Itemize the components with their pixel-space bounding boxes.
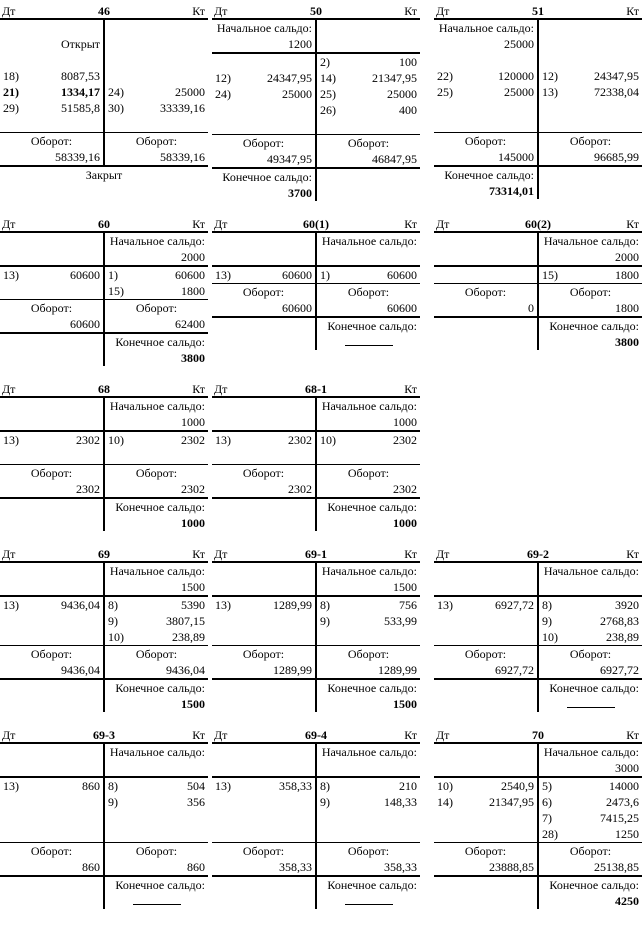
entry-amount: 238,89 <box>606 630 639 644</box>
account-60 <box>0 215 208 366</box>
turnover-label: Оборот: <box>212 135 317 151</box>
entry-amount: 358,33 <box>279 779 312 793</box>
entry-amount: 3807,15 <box>166 614 205 628</box>
entry-amount: 120000 <box>498 69 534 83</box>
account-number: 69 <box>98 547 110 561</box>
opening-balance: 2000 <box>181 250 205 264</box>
entry-ref: 13) <box>215 598 231 612</box>
entry-ref: 30) <box>108 101 124 115</box>
account-70 <box>434 726 642 909</box>
opening-balance-label: Начальное сальдо: <box>321 399 417 413</box>
turnover-label: Оборот: <box>0 465 105 481</box>
turnover-label: Оборот: <box>212 646 317 662</box>
debit-label: Дт <box>2 217 16 231</box>
credit-turnover: 60600 <box>387 301 417 315</box>
opening-balance: 1500 <box>393 580 417 594</box>
account-50 <box>212 2 420 201</box>
opening-balance: 2000 <box>615 250 639 264</box>
entry-amount: 21347,95 <box>489 795 534 809</box>
entry-ref: 9) <box>108 795 118 809</box>
opening-balance-label: Начальное сальдо: <box>109 234 205 248</box>
entry-amount: 33339,16 <box>160 101 205 115</box>
entry-amount: 6927,72 <box>495 598 534 612</box>
closing-balance-label: Конечное сальдо: <box>327 878 417 892</box>
debit-turnover: 60600 <box>212 300 317 316</box>
entry-ref: 13) <box>437 598 453 612</box>
debit-label: Дт <box>2 728 16 742</box>
entry-ref: 10) <box>108 433 124 447</box>
turnover-label: Оборот: <box>569 134 612 148</box>
entry-ref: 1) <box>320 268 330 282</box>
entry-ref: 13) <box>215 268 231 282</box>
closing-balance-label: Конечное сальдо: <box>115 335 205 349</box>
entry-amount: 60600 <box>282 268 312 282</box>
credit-label: Кт <box>404 217 417 231</box>
entry-ref: 10) <box>108 630 124 644</box>
account-69-3 <box>0 726 208 909</box>
closed-label: Закрыт <box>85 168 123 182</box>
credit-turnover: 9436,04 <box>166 663 205 677</box>
debit-label: Дт <box>2 547 16 561</box>
opening-balance-label: Начальное сальдо: <box>321 745 417 759</box>
entry-ref: 13) <box>215 433 231 447</box>
closing-balance-blank <box>345 335 393 346</box>
turnover-label: Оборот: <box>135 301 178 315</box>
credit-turnover: 46847,95 <box>372 152 417 166</box>
account-number: 60 <box>98 217 110 231</box>
turnover-label: Оборот: <box>434 284 539 300</box>
entry-ref: 8) <box>542 598 552 612</box>
entry-ref: 9) <box>320 795 330 809</box>
entry-amount: 356 <box>187 795 205 809</box>
closing-balance: 1500 <box>181 697 205 711</box>
entry-amount: 2302 <box>288 433 312 447</box>
debit-turnover: 6927,72 <box>434 662 539 678</box>
entry-amount: 2473,6 <box>606 795 639 809</box>
entry-ref: 25) <box>320 87 336 101</box>
debit-label: Дт <box>436 728 450 742</box>
entry-ref: 5) <box>542 779 552 793</box>
account-69-4 <box>212 726 420 909</box>
opening-balance-label: Начальное сальдо: <box>321 234 417 248</box>
entry-ref: 12) <box>215 71 231 85</box>
closing-balance: 1000 <box>181 516 205 530</box>
turnover-label: Оборот: <box>569 647 612 661</box>
entry-ref: 21) <box>3 85 19 99</box>
turnover-label: Оборот: <box>0 300 105 316</box>
account-number: 60(2) <box>525 217 551 231</box>
account-68-1 <box>212 380 420 531</box>
entry-ref: 8) <box>108 779 118 793</box>
entry-ref: 13) <box>3 779 19 793</box>
entry-ref: 8) <box>320 779 330 793</box>
turnover-label: Оборот: <box>434 646 539 662</box>
entry-amount: 9436,04 <box>61 598 100 612</box>
entry-ref: 1) <box>108 268 118 282</box>
credit-turnover: 1800 <box>615 301 639 315</box>
entry-ref: 8) <box>320 598 330 612</box>
closing-balance-label: Конечное сальдо: <box>327 319 417 333</box>
account-number: 69-2 <box>527 547 549 561</box>
opening-balance-label: Начальное сальдо: <box>434 20 539 36</box>
entry-amount: 8087,53 <box>61 69 100 83</box>
closing-balance: 3800 <box>615 335 639 349</box>
debit-label: Дт <box>436 217 450 231</box>
credit-label: Кт <box>192 728 205 742</box>
credit-label: Кт <box>626 4 639 18</box>
debit-turnover: 49347,95 <box>212 151 317 167</box>
entry-ref: 25) <box>437 85 453 99</box>
credit-turnover: 96685,99 <box>594 150 639 164</box>
turnover-label: Оборот: <box>0 646 105 662</box>
entry-amount: 60600 <box>387 268 417 282</box>
entry-amount: 25000 <box>175 85 205 99</box>
closing-balance: 73314,01 <box>434 183 539 199</box>
turnover-label: Оборот: <box>347 466 390 480</box>
account-46 <box>0 2 208 199</box>
entry-amount: 148,33 <box>384 795 417 809</box>
entry-ref: 7) <box>542 811 552 825</box>
turnover-label: Оборот: <box>434 843 539 859</box>
account-number: 60(1) <box>303 217 329 231</box>
credit-label: Кт <box>192 4 205 18</box>
entry-amount: 2768,83 <box>600 614 639 628</box>
credit-turnover: 62400 <box>175 317 205 331</box>
turnover-label: Оборот: <box>569 844 612 858</box>
turnover-label: Оборот: <box>135 647 178 661</box>
account-number: 50 <box>310 4 322 18</box>
debit-label: Дт <box>214 4 228 18</box>
account-number: 51 <box>532 4 544 18</box>
turnover-label: Оборот: <box>212 284 317 300</box>
debit-turnover: 60600 <box>0 316 105 332</box>
credit-label: Кт <box>404 4 417 18</box>
entry-ref: 13) <box>3 598 19 612</box>
turnover-label: Оборот: <box>347 285 390 299</box>
credit-turnover: 6927,72 <box>600 663 639 677</box>
entry-amount: 2302 <box>181 433 205 447</box>
opening-balance-label: Начальное сальдо: <box>109 564 205 578</box>
account-number: 69-3 <box>93 728 115 742</box>
entry-ref: 14) <box>320 71 336 85</box>
entry-amount: 3920 <box>615 598 639 612</box>
entry-amount: 24347,95 <box>267 71 312 85</box>
turnover-label: Оборот: <box>347 136 390 150</box>
entry-amount: 504 <box>187 779 205 793</box>
closing-balance-blank <box>567 697 615 708</box>
entry-amount: 60600 <box>175 268 205 282</box>
turnover-label: Оборот: <box>135 466 178 480</box>
entry-ref: 26) <box>320 103 336 117</box>
entry-ref: 15) <box>542 268 558 282</box>
opening-balance-label: Начальное сальдо: <box>212 20 317 36</box>
credit-label: Кт <box>192 382 205 396</box>
opening-balance: 1200 <box>212 36 317 52</box>
credit-turnover: 58339,16 <box>160 150 205 164</box>
opening-balance: 1500 <box>181 580 205 594</box>
entry-amount: 1250 <box>615 827 639 841</box>
credit-label: Кт <box>626 728 639 742</box>
entry-ref: 9) <box>320 614 330 628</box>
closing-balance-blank <box>345 894 393 905</box>
turnover-label: Оборот: <box>347 844 390 858</box>
entry-ref: 18) <box>3 69 19 83</box>
entry-ref: 13) <box>542 85 558 99</box>
entry-amount: 2302 <box>393 433 417 447</box>
turnover-label: Оборот: <box>0 133 105 149</box>
turnover-label: Оборот: <box>135 134 178 148</box>
entry-amount: 24347,95 <box>594 69 639 83</box>
debit-turnover: 1289,99 <box>212 662 317 678</box>
debit-turnover: 0 <box>434 300 539 316</box>
account-number: 70 <box>532 728 544 742</box>
credit-turnover: 358,33 <box>384 860 417 874</box>
entry-amount: 1800 <box>615 268 639 282</box>
entry-ref: 14) <box>437 795 453 809</box>
closing-balance-label: Конечное сальдо: <box>327 681 417 695</box>
credit-label: Кт <box>404 728 417 742</box>
closing-balance-blank <box>133 894 181 905</box>
credit-label: Кт <box>192 217 205 231</box>
entry-amount: 1800 <box>181 284 205 298</box>
turnover-label: Оборот: <box>0 843 105 859</box>
credit-turnover: 2302 <box>393 482 417 496</box>
debit-label: Дт <box>214 382 228 396</box>
entry-amount: 25000 <box>282 87 312 101</box>
closing-balance: 3700 <box>212 185 317 201</box>
account-number: 69-1 <box>305 547 327 561</box>
entry-ref: 28) <box>542 827 558 841</box>
closing-balance-label: Конечное сальдо: <box>115 500 205 514</box>
credit-turnover: 25138,85 <box>594 860 639 874</box>
opening-balance-label: Начальное сальдо: <box>321 564 417 578</box>
entry-ref: 13) <box>215 779 231 793</box>
opening-balance-label: Начальное сальдо: <box>543 745 639 759</box>
turnover-label: Оборот: <box>434 133 539 149</box>
debit-label: Дт <box>2 4 16 18</box>
closing-balance-label: Конечное сальдо: <box>549 319 639 333</box>
entry-ref: 8) <box>108 598 118 612</box>
credit-turnover: 860 <box>187 860 205 874</box>
entry-ref: 9) <box>108 614 118 628</box>
entry-ref: 29) <box>3 101 19 115</box>
account-69-1 <box>212 545 420 712</box>
turnover-label: Оборот: <box>135 844 178 858</box>
account-60-2 <box>434 215 642 350</box>
entry-amount: 2540,9 <box>501 779 534 793</box>
entry-amount: 756 <box>399 598 417 612</box>
debit-turnover: 2302 <box>0 481 105 497</box>
account-69-2 <box>434 545 642 712</box>
entry-amount: 51585,8 <box>61 101 100 115</box>
opening-balance-label: Начальное сальдо: <box>109 745 205 759</box>
closing-balance-label: Конечное сальдо: <box>434 167 539 183</box>
entry-ref: 24) <box>108 85 124 99</box>
account-69 <box>0 545 208 712</box>
debit-label: Дт <box>214 217 228 231</box>
entry-amount: 7415,25 <box>600 811 639 825</box>
debit-turnover: 145000 <box>434 149 539 165</box>
closing-balance: 1000 <box>393 516 417 530</box>
closing-balance-label: Конечное сальдо: <box>327 500 417 514</box>
closing-balance: 4250 <box>615 894 639 908</box>
credit-turnover: 1289,99 <box>378 663 417 677</box>
account-number: 68 <box>98 382 110 396</box>
entry-amount: 14000 <box>609 779 639 793</box>
debit-label: Дт <box>214 547 228 561</box>
entry-amount: 25000 <box>387 87 417 101</box>
entry-amount: 533,99 <box>384 614 417 628</box>
entry-ref: 9) <box>542 614 552 628</box>
closing-balance-label: Конечное сальдо: <box>212 169 317 185</box>
entry-amount: 100 <box>399 55 417 69</box>
opened-label: Открыт <box>0 36 105 52</box>
entry-amount: 860 <box>82 779 100 793</box>
opening-balance-label: Начальное сальдо: <box>543 564 639 578</box>
debit-label: Дт <box>436 4 450 18</box>
closing-balance: 1500 <box>393 697 417 711</box>
entry-ref: 13) <box>3 433 19 447</box>
account-51 <box>434 2 642 199</box>
opening-balance: 25000 <box>434 36 539 52</box>
account-number: 46 <box>98 4 110 18</box>
credit-label: Кт <box>192 547 205 561</box>
turnover-label: Оборот: <box>347 647 390 661</box>
credit-label: Кт <box>404 382 417 396</box>
entry-amount: 1334,17 <box>61 85 100 99</box>
entry-ref: 10) <box>320 433 336 447</box>
entry-amount: 2302 <box>76 433 100 447</box>
closing-balance: 3800 <box>181 351 205 365</box>
credit-turnover: 2302 <box>181 482 205 496</box>
credit-label: Кт <box>626 547 639 561</box>
closing-balance-label: Конечное сальдо: <box>115 681 205 695</box>
opening-balance-label: Начальное сальдо: <box>543 234 639 248</box>
account-number: 69-4 <box>305 728 327 742</box>
entry-amount: 210 <box>399 779 417 793</box>
opening-balance: 1000 <box>393 415 417 429</box>
turnover-label: Оборот: <box>569 285 612 299</box>
entry-amount: 72338,04 <box>594 85 639 99</box>
entry-ref: 12) <box>542 69 558 83</box>
entry-ref: 10) <box>542 630 558 644</box>
debit-turnover: 358,33 <box>212 859 317 875</box>
account-number: 68-1 <box>305 382 327 396</box>
entry-ref: 22) <box>437 69 453 83</box>
entry-amount: 1289,99 <box>273 598 312 612</box>
entry-amount: 60600 <box>70 268 100 282</box>
entry-amount: 25000 <box>504 85 534 99</box>
credit-label: Кт <box>626 217 639 231</box>
account-68 <box>0 380 208 531</box>
entry-ref: 15) <box>108 284 124 298</box>
entry-amount: 21347,95 <box>372 71 417 85</box>
credit-label: Кт <box>404 547 417 561</box>
entry-amount: 5390 <box>181 598 205 612</box>
entry-ref: 13) <box>3 268 19 282</box>
debit-turnover: 9436,04 <box>0 662 105 678</box>
opening-balance: 3000 <box>615 761 639 775</box>
closing-balance-label: Конечное сальдо: <box>549 878 639 892</box>
entry-ref: 10) <box>437 779 453 793</box>
closing-balance-label: Конечное сальдо: <box>549 681 639 695</box>
turnover-label: Оборот: <box>212 843 317 859</box>
account-60-1 <box>212 215 420 350</box>
entry-ref: 2) <box>320 55 330 69</box>
debit-label: Дт <box>2 382 16 396</box>
debit-turnover: 860 <box>0 859 105 875</box>
entry-ref: 24) <box>215 87 231 101</box>
debit-label: Дт <box>436 547 450 561</box>
opening-balance-label: Начальное сальдо: <box>109 399 205 413</box>
entry-ref: 6) <box>542 795 552 809</box>
debit-turnover: 23888,85 <box>434 859 539 875</box>
turnover-label: Оборот: <box>212 465 317 481</box>
debit-turnover: 2302 <box>212 481 317 497</box>
entry-amount: 400 <box>399 103 417 117</box>
entry-amount: 238,89 <box>172 630 205 644</box>
opening-balance: 1000 <box>181 415 205 429</box>
debit-turnover: 58339,16 <box>0 149 105 165</box>
closing-balance-label: Конечное сальдо: <box>115 878 205 892</box>
debit-label: Дт <box>214 728 228 742</box>
